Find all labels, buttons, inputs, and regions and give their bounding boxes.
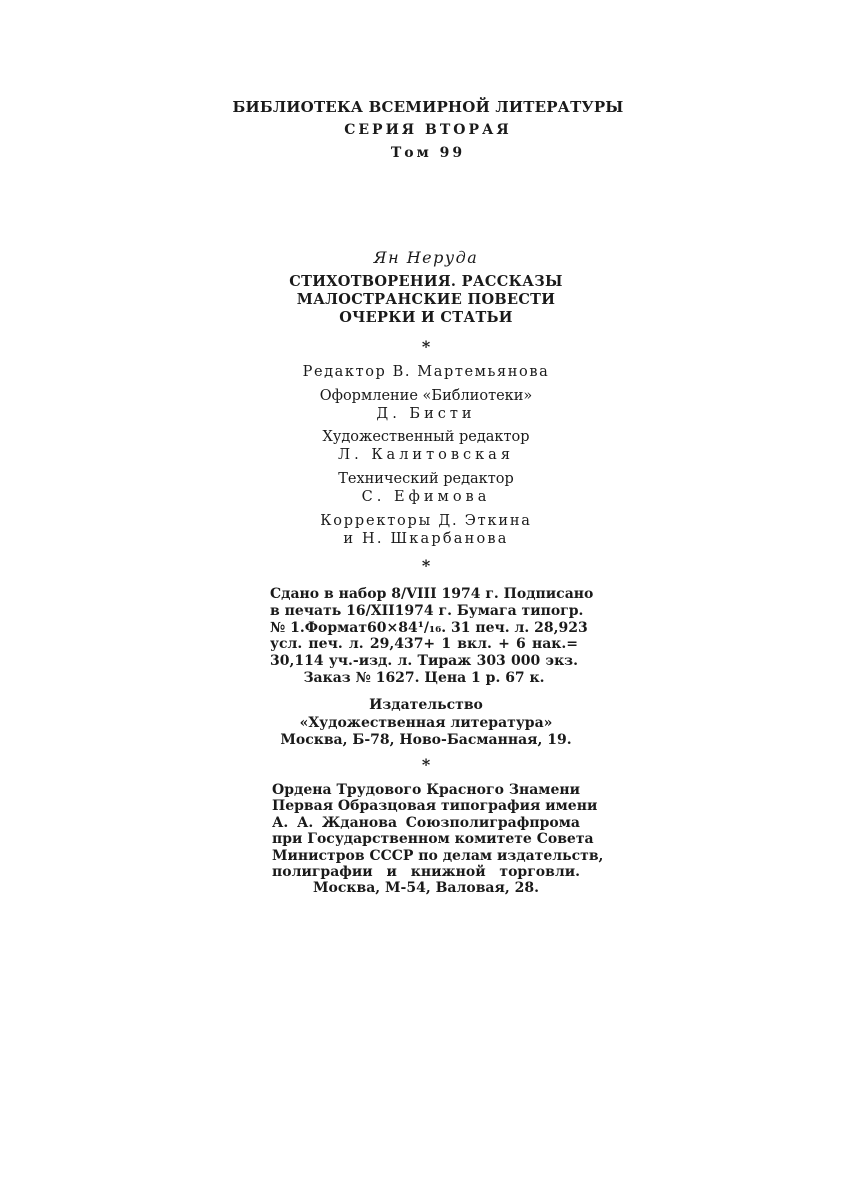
printer-line: А. А. Жданова Союзполиграфпрома [272,814,580,831]
printer-line: Москва, М-54, Валовая, 28. [313,880,539,897]
tech-editor-label: Технический редактор [338,471,514,487]
art-editor-name: Л. Калитовская [338,447,514,463]
printer-line: Первая Образцовая типография имени [272,798,598,815]
imprint-line: Заказ № 1627. Цена 1 р. 67 к. [303,669,545,686]
proofreaders-line: Корректоры Д. Эткина [320,513,532,529]
author-name: Ян Неруда [373,248,479,267]
art-editor-label: Художественный редактор [322,429,530,445]
imprint-line: Сдано в набор 8/VIII 1974 г. Подписано [270,586,594,602]
proofreaders-line: и Н. Шкарбанова [343,531,509,547]
separator-star: * [421,337,431,356]
publisher-line: Москва, Б-78, Ново-Басманная, 19. [280,732,572,748]
publisher-line: «Художественная литература» [299,714,553,731]
design-name: Д. Бисти [376,406,476,422]
printer-line: при Государственном комитете Совета [272,831,594,848]
volume-number: Том 99 [390,145,466,161]
publisher-line: Издательство [369,697,483,713]
imprint-line: в печать 16/XII1974 г. Бумага типогр. [270,602,584,619]
book-title-line: СТИХОТВОРЕНИЯ. РАССКАЗЫ [289,273,563,290]
design-label: Оформление «Библиотеки» [319,388,533,404]
tech-editor-name: С. Ефимова [361,489,491,505]
imprint-line: 30,114 уч.-изд. л. Тираж 303 000 экз. [270,653,578,670]
separator-star: * [421,755,431,774]
printer-line: Ордена Трудового Красного Знамени [272,782,580,798]
printer-block [272,782,604,897]
printer-line: полиграфии и книжной торговли. [272,863,580,880]
separator-star: * [421,556,431,575]
series-library-title: БИБЛИОТЕКА ВСЕМИРНОЙ ЛИТЕРАТУРЫ [232,98,624,116]
book-title-line: ОЧЕРКИ И СТАТЬИ [339,309,513,326]
book-title-line: МАЛОСТРАНСКИЕ ПОВЕСТИ [296,291,556,308]
series-name: СЕРИЯ ВТОРАЯ [344,122,512,138]
imprint-line: усл. печ. л. 29,437+ 1 вкл. + 6 нак.= [270,636,578,653]
imprint-block [270,586,594,687]
imprint-line: № 1.Формат60×84¹/₁₆. 31 печ. л. 28,923 [270,619,588,636]
publisher-block [0,697,852,750]
editor-credit: Редактор В. Мартемьянова [302,364,550,380]
printer-line: Министров СССР по делам издательств, [272,847,604,864]
